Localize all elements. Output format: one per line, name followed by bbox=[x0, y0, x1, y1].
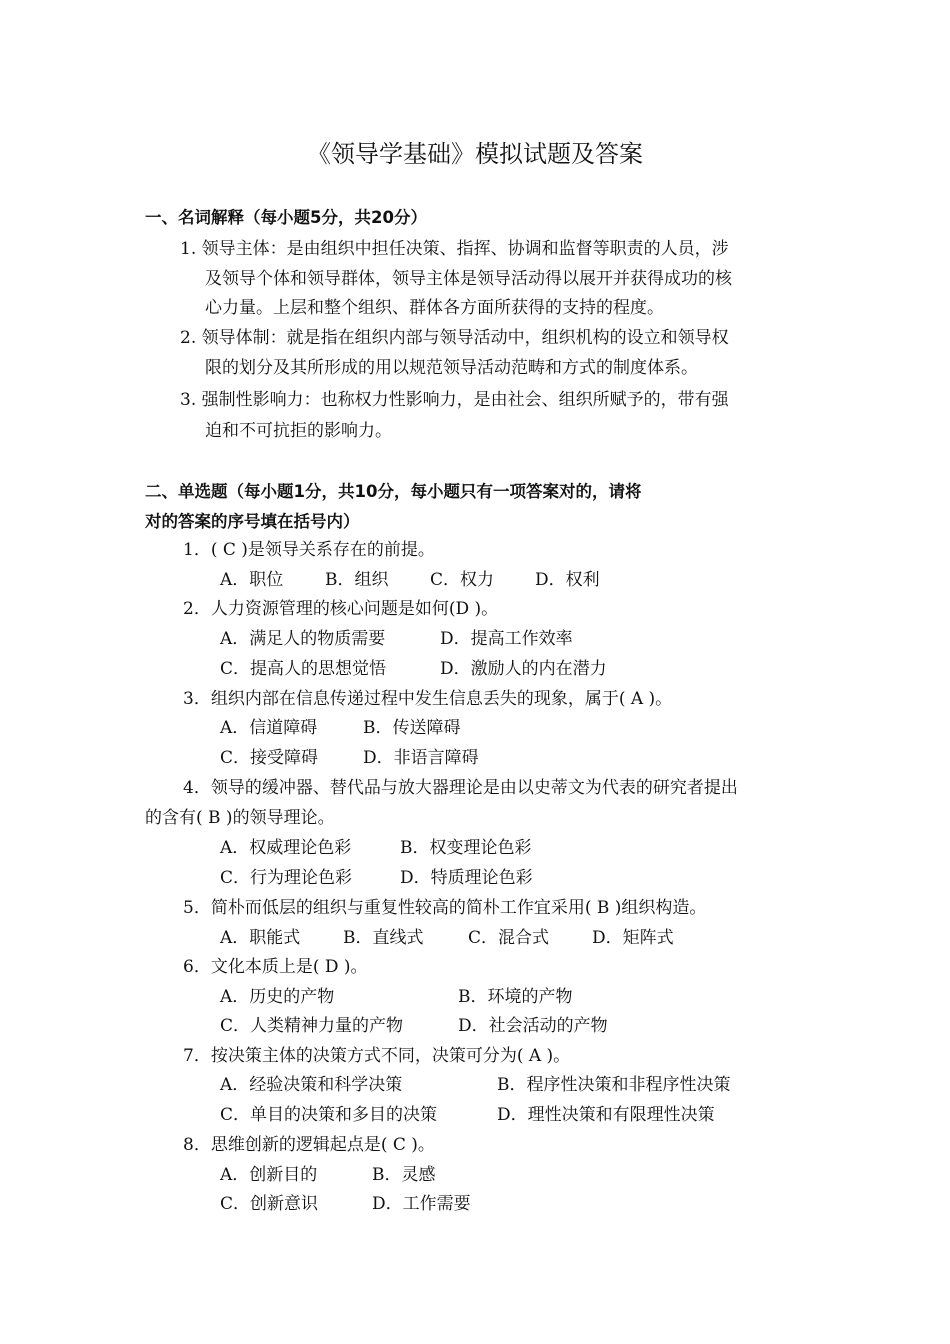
definition-text: 心力量。上层和整个组织、群体各方面所获得的支持的程度。 bbox=[205, 298, 664, 318]
option: A．权威理论色彩 bbox=[220, 838, 352, 858]
option: A．职位 bbox=[220, 570, 284, 590]
option: A．满足人的物质需要 bbox=[220, 629, 386, 649]
option: D．激励人的内在潜力 bbox=[440, 659, 607, 679]
option: B．程序性决策和非程序性决策 bbox=[497, 1075, 731, 1095]
option: D．特质理论色彩 bbox=[400, 868, 533, 888]
option: D．社会活动的产物 bbox=[458, 1016, 608, 1036]
question-stem: 2．人力资源管理的核心问题是如何(D )。 bbox=[183, 599, 499, 619]
option: C．人类精神力量的产物 bbox=[220, 1016, 404, 1036]
section-heading-single-choice: 二、单选题（每小题1分，共10分，每小题只有一项答案对的，请将 bbox=[145, 482, 642, 501]
question-stem: 3．组织内部在信息传递过程中发生信息丢失的现象，属于( A )。 bbox=[183, 689, 673, 709]
section-heading-single-choice: 对的答案的序号填在括号内） bbox=[145, 512, 360, 531]
option: B．直线式 bbox=[343, 928, 424, 948]
option: C．行为理论色彩 bbox=[220, 868, 353, 888]
option: D．理性决策和有限理性决策 bbox=[497, 1105, 715, 1125]
option: A．经验决策和科学决策 bbox=[220, 1075, 403, 1095]
option: C．创新意识 bbox=[220, 1194, 319, 1214]
question-stem: 6．文化本质上是( D )。 bbox=[183, 957, 368, 977]
option: D．工作需要 bbox=[372, 1194, 471, 1214]
option: C．权力 bbox=[430, 570, 495, 590]
question-stem: 8．思维创新的逻辑起点是( C )。 bbox=[183, 1135, 435, 1155]
question-stem: 的含有( B )的领导理论。 bbox=[145, 808, 335, 828]
page-title: 《领导学基础》模拟试题及答案 bbox=[307, 140, 643, 168]
definition-text: 迫和不可抗拒的影响力。 bbox=[205, 421, 392, 441]
option: B．组织 bbox=[325, 570, 389, 590]
definition-text: 限的划分及其所形成的用以规范领导活动范畴和方式的制度体系。 bbox=[205, 358, 698, 378]
option: D．非语言障碍 bbox=[363, 748, 479, 768]
option: D．提高工作效率 bbox=[440, 629, 573, 649]
question-stem: 7．按决策主体的决策方式不同，决策可分为( A )。 bbox=[183, 1046, 571, 1066]
question-stem: 5．简朴而低层的组织与重复性较高的简朴工作宜采用( B )组织构造。 bbox=[183, 898, 707, 918]
option: C．混合式 bbox=[468, 928, 550, 948]
question-stem: 4．领导的缓冲器、替代品与放大器理论是由以史蒂文为代表的研究者提出 bbox=[183, 778, 738, 798]
option: C．接受障碍 bbox=[220, 748, 319, 768]
option: A．创新目的 bbox=[220, 1165, 318, 1185]
option: A．信道障碍 bbox=[220, 718, 318, 738]
option: C．单目的决策和多目的决策 bbox=[220, 1105, 438, 1125]
option: A．历史的产物 bbox=[220, 987, 335, 1007]
definition-text: 及领导个体和领导群体，领导主体是领导活动得以展开并获得成功的核 bbox=[205, 269, 732, 289]
section-heading-definitions: 一、名词解释（每小题5分，共20分） bbox=[145, 208, 427, 227]
definition-text: 2. 领导体制：就是指在组织内部与领导活动中，组织机构的设立和领导权 bbox=[180, 328, 729, 348]
definition-text: 1. 领导主体：是由组织中担任决策、指挥、协调和监督等职责的人员，涉 bbox=[180, 239, 729, 259]
option: D．权利 bbox=[535, 570, 600, 590]
definition-text: 3. 强制性影响力：也称权力性影响力，是由社会、组织所赋予的，带有强 bbox=[180, 390, 729, 410]
option: A．职能式 bbox=[220, 928, 301, 948]
option: C．提高人的思想觉悟 bbox=[220, 659, 387, 679]
option: B．灵感 bbox=[372, 1165, 436, 1185]
option: B．传送障碍 bbox=[363, 718, 461, 738]
option: B．环境的产物 bbox=[458, 987, 573, 1007]
option: D．矩阵式 bbox=[592, 928, 674, 948]
question-stem: 1．( C )是领导关系存在的前提。 bbox=[183, 540, 435, 560]
option: B．权变理论色彩 bbox=[400, 838, 532, 858]
